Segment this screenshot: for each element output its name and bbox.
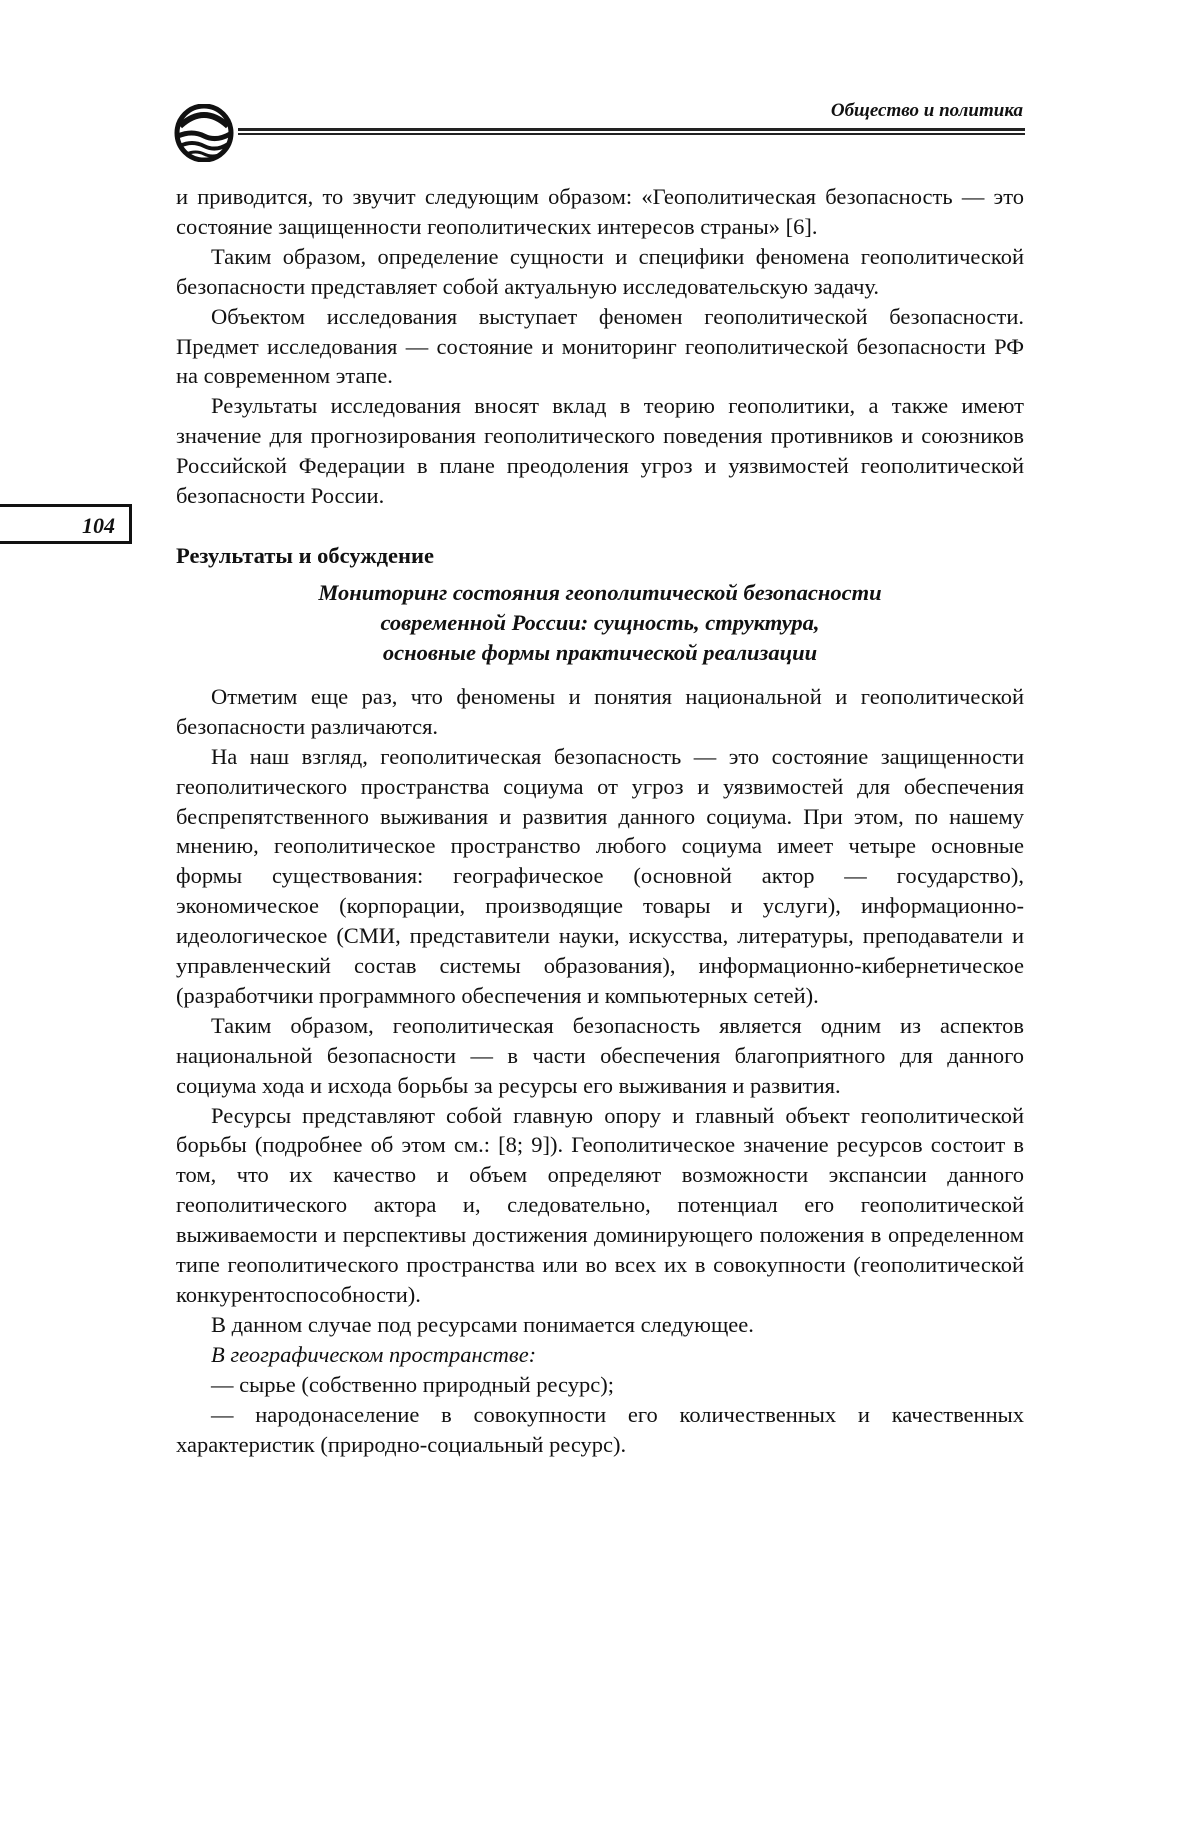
paragraph: Результаты исследования вносят вклад в теорию геополитики, а также имеют значение для прогнозирования геополитического поведения противников и союзников Российской Федерации в плане преодоления угроз и уязвимостей геополитической безопасности России.	[176, 393, 1024, 509]
header-rule	[238, 128, 1025, 131]
subheading-line: основные формы практической реализации	[382, 639, 818, 665]
page-number: 104	[82, 513, 115, 538]
list-item: — народонаселение в совокупности его количественных и качественных характеристик (природно-социальный ресурс).	[176, 1401, 1024, 1457]
page-number-box	[0, 504, 132, 544]
paragraph: Ресурсы представляют собой главную опору и главный объект геополитической борьбы (подробнее об этом см.: [8; 9]). Геополитическое значение ресурсов состоит в том, что их качество и объем определяют возможности экспансии данного геополитического актора и, следовательно, потенциал его геополитической выживаемости и перспективы достижения доминирующего положения в определенном типе геополитического пространства или во всех их в совокупности (геополитической конкурентоспособности).	[176, 1102, 1024, 1307]
paragraph: и приводится, то звучит следующим образом: «Геополитическая безопасность — это состояние защищенности геополитических интересов страны» [6].	[176, 184, 1024, 239]
text-column	[176, 182, 1024, 1459]
subheading	[176, 578, 1024, 668]
header-rule-secondary	[238, 133, 1025, 135]
running-title: Общество и политика	[830, 100, 1023, 121]
journal-logo-icon	[174, 104, 234, 162]
subheading-line: современной России: сущность, структура,	[380, 609, 820, 635]
section-heading: Результаты и обсуждение	[176, 542, 434, 568]
paragraph: Таким образом, определение сущности и специфики феномена геополитической безопасности представляет собой актуальную исследовательскую задачу.	[176, 243, 1024, 299]
paragraph: На наш взгляд, геополитическая безопасность — это состояние защищенности геополитического пространства социума от угроз и уязвимостей для обеспечения беспрепятственного выживания и развития данного социума. При этом, по нашему мнению, геополитическое пространство любого социума имеет четыре основные формы существования: географическое (основной актор — государство), экономическое (корпорации, производящие товары и услуги), информационно-идеологическое (СМИ, представители науки, искусства, литературы, преподаватели и управленческий состав системы образования), информационно-кибернетическое (разработчики программного обеспечения и компьютерных сетей).	[176, 743, 1024, 1008]
paragraph: Таким образом, геополитическая безопасность является одним из аспектов национальной безопасности — в части обеспечения благоприятного для данного социума хода и исхода борьбы за ресурсы его выживания и развития.	[176, 1012, 1024, 1098]
list-intro: В географическом пространстве:	[211, 1341, 537, 1367]
paragraph: В данном случае под ресурсами понимается следующее.	[211, 1311, 754, 1337]
paragraph: Объектом исследования выступает феномен геополитической безопасности. Предмет исследования — состояние и мониторинг геополитической безопасности РФ на современном этапе.	[176, 303, 1024, 389]
subheading-line: Мониторинг состояния геополитической безопасности	[318, 579, 882, 605]
paragraph: Отметим еще раз, что феномены и понятия национальной и геополитической безопасности различаются.	[176, 683, 1024, 739]
list-item: — сырье (собственно природный ресурс);	[211, 1371, 614, 1397]
